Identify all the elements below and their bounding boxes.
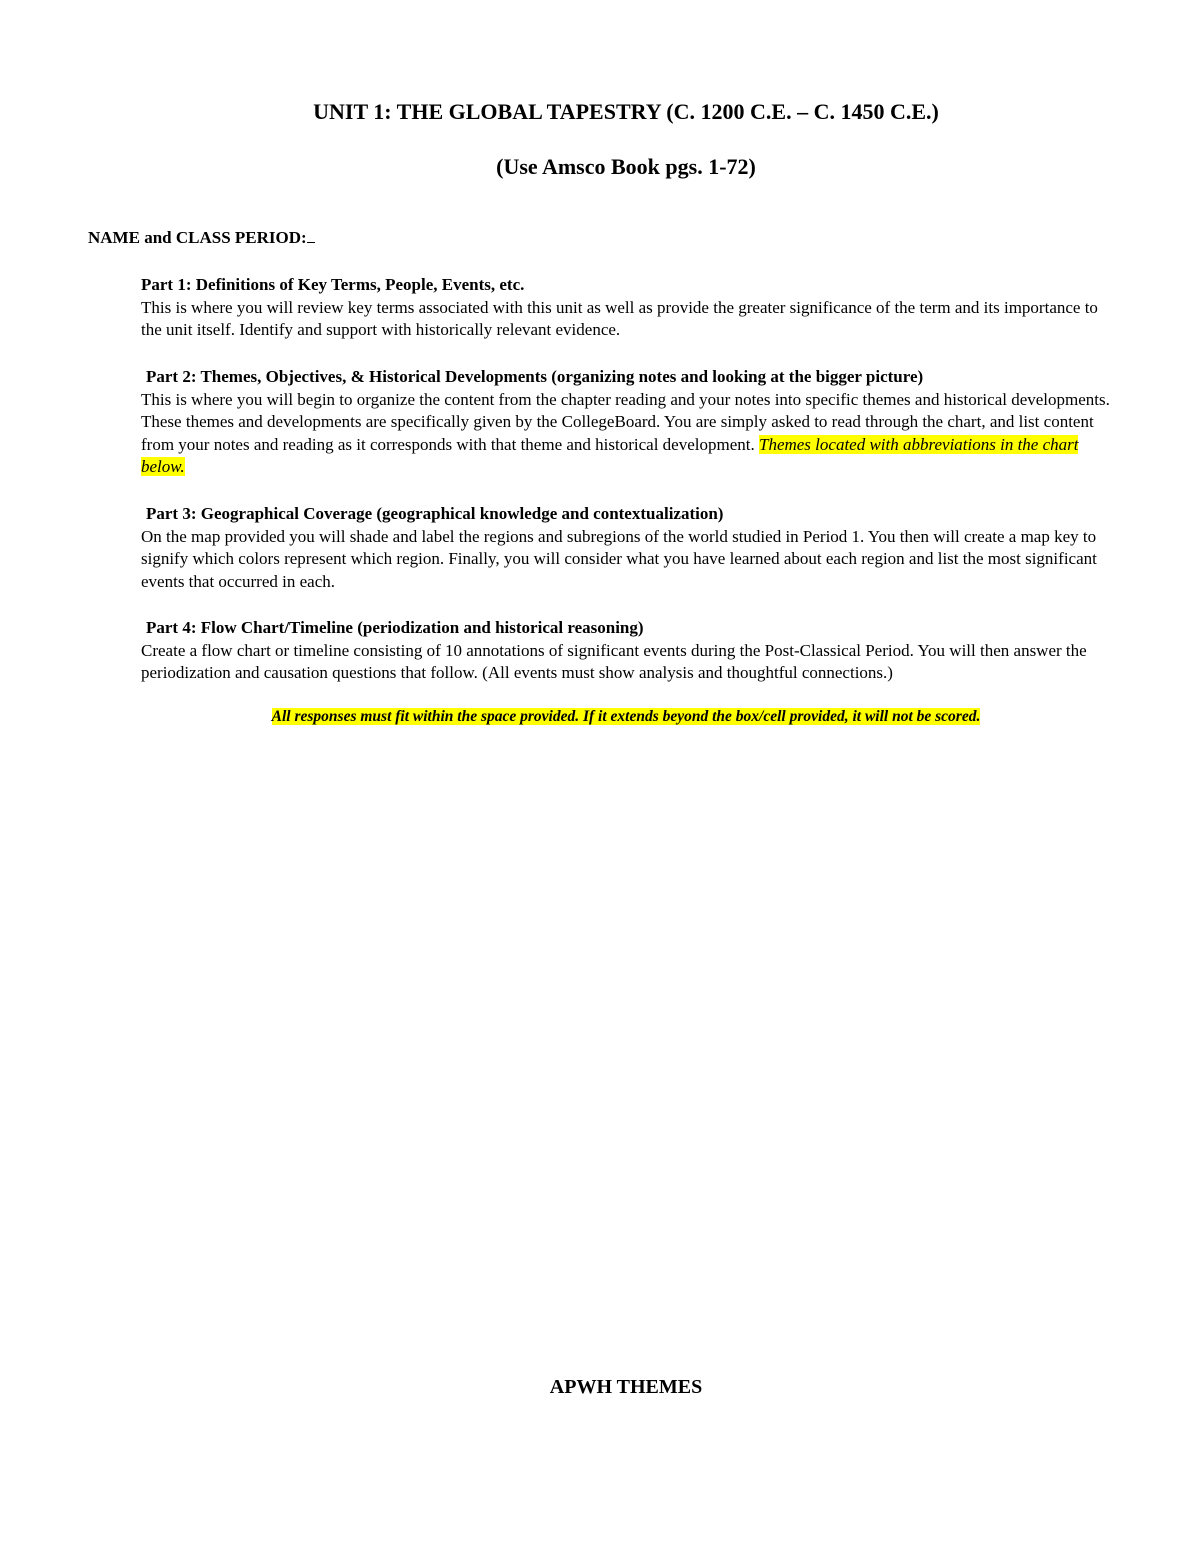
part-1-heading: Part 1: Definitions of Key Terms, People, Events, etc. — [141, 275, 525, 294]
page-title: UNIT 1: THE GLOBAL TAPESTRY (C. 1200 C.E. – C. 1450 C.E.) — [313, 99, 939, 124]
part-4-heading: Part 4: Flow Chart/Timeline (periodization and historical reasoning) — [146, 618, 644, 637]
part-3-section — [141, 503, 1121, 593]
scoring-notice — [0, 708, 1200, 726]
part-1-section — [141, 274, 1116, 342]
themes-heading: APWH THEMES — [549, 1376, 703, 1398]
part-4-section — [141, 617, 1121, 685]
part-4-body: Create a flow chart or timeline consisting of 10 annotations of significant events during the Post-Classical Period. You will then answer the periodization and causation questions that follow. (All events must show analysis and thoughtful connections.) — [141, 640, 1087, 683]
part-3-heading: Part 3: Geographical Coverage (geographical knowledge and contextualization) — [146, 504, 724, 523]
part-1-body: This is where you will review key terms associated with this unit as well as provide the greater significance of the term and its importance to the unit itself. Identify and support with historically relevant evidence. — [141, 297, 1098, 340]
part-2-body-wrap — [141, 389, 1121, 479]
name-label: NAME and CLASS PERIOD: — [88, 228, 307, 247]
part-2-highlight: Themes located with abbreviations in the chart below. — [141, 434, 1079, 477]
part-2-section — [141, 366, 1121, 479]
name-blank[interactable] — [307, 228, 315, 243]
scoring-notice-text: All responses must fit within the space provided. If it extends beyond the box/cell provided, it will not be scored. — [271, 708, 981, 725]
part-2-body: This is where you will begin to organize the content from the chapter reading and your notes into specific themes and historical developments. These themes and developments are specifically given by the CollegeBoard. You are simply asked to read through the chart, and list content from your notes and reading as it corresponds with that theme and historical development. — [141, 389, 1110, 454]
part-2-heading: Part 2: Themes, Objectives, & Historical Developments (organizing notes and looking at the bigger picture) — [146, 367, 924, 386]
page-subtitle: (Use Amsco Book pgs. 1-72) — [496, 154, 756, 179]
part-3-body: On the map provided you will shade and label the regions and subregions of the world studied in Period 1. You then will create a map key to signify which colors represent which region. Finally, you will consider what you have learned about each region and list the most significant events that occurred in each. — [141, 526, 1097, 591]
name-field — [88, 228, 315, 248]
